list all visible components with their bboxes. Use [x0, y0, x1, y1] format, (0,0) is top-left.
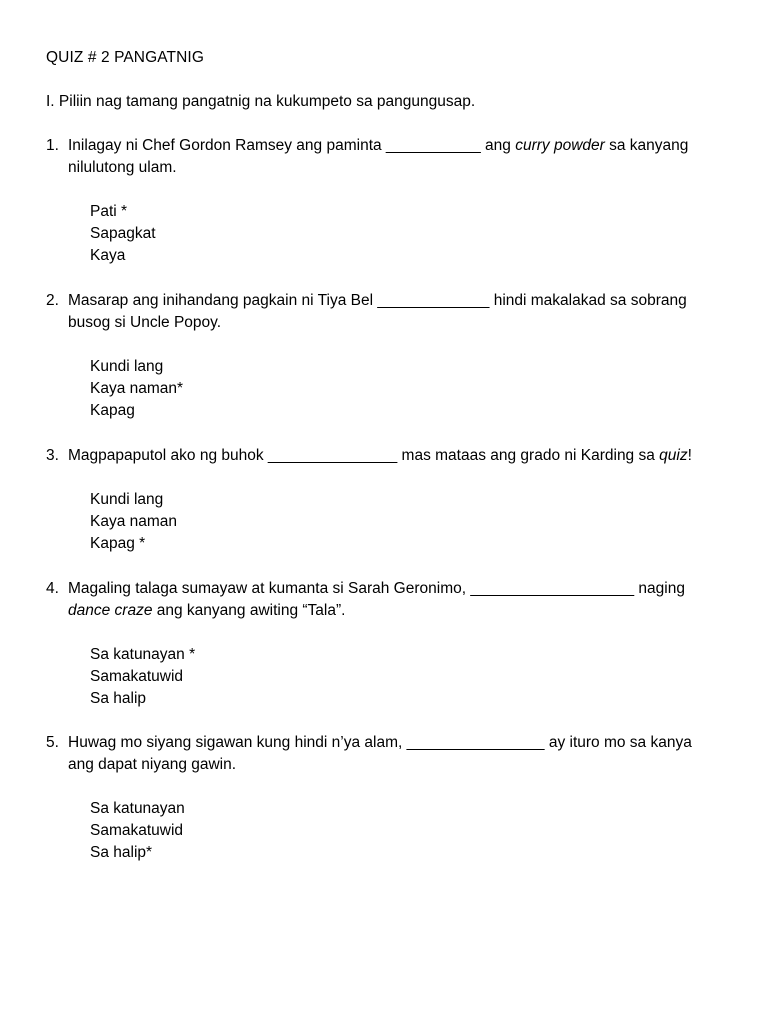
question-2 [46, 290, 726, 422]
choice-option[interactable]: Kundi lang [90, 491, 164, 508]
choice-option[interactable]: Samakatuwid [90, 668, 184, 685]
question-emphasis: dance craze [68, 602, 153, 619]
question-text [68, 135, 726, 179]
question-number: 3. [46, 447, 59, 464]
question-line-1: Magaling talaga sumayaw at kumanta si Sarah Geronimo, ___________________ naging [68, 580, 685, 597]
question-text [68, 290, 726, 334]
question-emphasis: quiz [659, 447, 688, 464]
question-line-1: Huwag mo siyang sigawan kung hindi n’ya alam, ________________ ay ituro mo sa kanya [68, 734, 692, 751]
quiz-title: QUIZ # 2 PANGATNIG [46, 49, 204, 66]
question-line-2: busog si Uncle Popoy. [68, 314, 222, 331]
instruction-text: I. Piliin nag tamang pangatnig na kukumpeto sa pangungusap. [46, 93, 476, 110]
question-1 [46, 135, 726, 267]
choice-option[interactable]: Sapagkat [90, 225, 156, 242]
choice-option[interactable]: Sa katunayan [90, 800, 185, 817]
question-text [68, 732, 726, 776]
choice-option[interactable]: Pati * [90, 203, 128, 220]
question-4 [46, 578, 726, 710]
question-line-1: Masarap ang inihandang pagkain ni Tiya Bel _____________ hindi makalakad sa sobrang [68, 292, 687, 309]
question-5 [46, 732, 726, 864]
question-number: 1. [46, 137, 59, 154]
choice-option[interactable]: Kaya naman* [90, 380, 184, 397]
choice-option[interactable]: Kundi lang [90, 358, 164, 375]
choice-list [90, 201, 726, 267]
choice-option[interactable]: Kapag [90, 402, 135, 419]
question-line-1: Inilagay ni Chef Gordon Ramsey ang paminta ___________ ang [68, 137, 516, 154]
question-number: 5. [46, 734, 59, 751]
choice-list [90, 356, 726, 422]
question-text [68, 578, 726, 622]
question-line-1: Magpapaputol ako ng buhok _______________ mas mataas ang grado ni Karding sa [68, 447, 660, 464]
choice-option[interactable]: Kaya naman [90, 513, 178, 530]
question-line-2: nilulutong ulam. [68, 159, 177, 176]
question-line-2: ang dapat niyang gawin. [68, 756, 237, 773]
question-emphasis: curry powder [515, 137, 605, 154]
choice-option[interactable]: Samakatuwid [90, 822, 184, 839]
choice-list [90, 644, 726, 710]
question-3 [46, 445, 726, 555]
choice-list [90, 489, 726, 555]
choice-option[interactable]: Sa halip [90, 690, 147, 707]
choice-option[interactable]: Kapag * [90, 535, 146, 552]
choice-option[interactable]: Sa halip* [90, 844, 153, 861]
choice-list [90, 798, 726, 864]
choice-option[interactable]: Kaya [90, 247, 126, 264]
question-line-2: ang kanyang awiting “Tala”. [152, 602, 346, 619]
question-number: 2. [46, 292, 59, 309]
question-line-1-end: sa kanyang [604, 137, 689, 154]
question-number: 4. [46, 580, 59, 597]
choice-option[interactable]: Sa katunayan * [90, 646, 196, 663]
question-text [68, 445, 726, 467]
question-line-1-end: ! [687, 447, 692, 464]
